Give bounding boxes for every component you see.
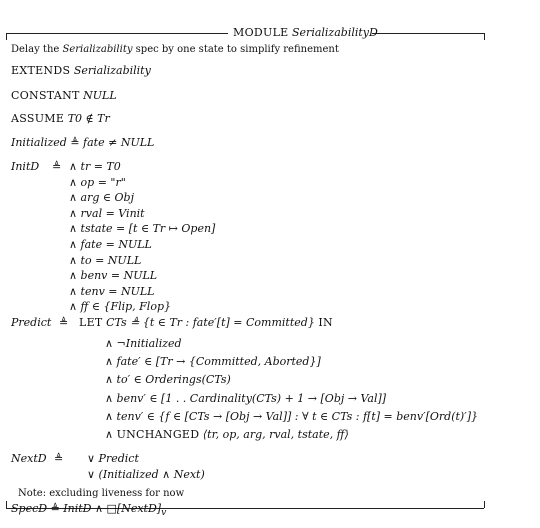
initd-conjunct: ∧ benv = NULL <box>69 269 158 283</box>
description-spec-name: Serializability <box>62 44 133 55</box>
predict-conjunct: ∧ ¬Initialized <box>105 337 182 350</box>
constant-name: NULL <box>83 89 117 102</box>
assume-statement <box>11 112 110 125</box>
frame-tick-bottom-left <box>6 501 7 508</box>
extends-module: Serializability <box>73 64 151 77</box>
initd-conjunct: ∧ rval = Vinit <box>69 206 145 220</box>
frame-tick-top-left <box>6 33 7 40</box>
initd-conjunct: ∧ arg ∈ Obj <box>69 191 135 205</box>
nextd-disjunct: ∨ (Initialized ∧ Next) <box>87 468 205 481</box>
predict-conjunct: ∧ tenv′ ∈ {f ∈ [CTs → [Obj → Val]] : ∀ t ∈ CTs : f[t] = benv′[Ord(t)′]} <box>105 409 479 423</box>
initd-conjunct: ∧ tenv = NULL <box>69 284 155 298</box>
initd-conjunct: ∧ to = NULL <box>69 253 142 267</box>
initd-conjunct: ∧ tr = T0 <box>69 160 121 173</box>
frame-tick-top-right <box>484 33 485 40</box>
let-keyword: LET <box>79 316 103 329</box>
liveness-note: Note: excluding liveness for now <box>18 488 185 499</box>
and-symbol: ∧ <box>105 428 114 441</box>
module-keyword: MODULE <box>233 26 289 39</box>
assume-expr: T0 ∉ Tr <box>67 112 110 125</box>
initialized-name: Initialized <box>11 136 67 149</box>
description-text-end: spec by one state to simplify refinement <box>132 44 339 55</box>
specd-definition <box>11 502 166 518</box>
extends-keyword: EXTENDS <box>11 64 71 77</box>
initd-conjunct: ∧ fate = NULL <box>69 238 152 251</box>
nextd-name: NextD <box>11 452 47 465</box>
predict-unchanged <box>105 428 349 441</box>
in-keyword: IN <box>318 316 333 329</box>
def-symbol: ≜ <box>54 452 64 465</box>
specd-rhs: InitD ∧ □[NextD] <box>63 502 162 515</box>
nextd-disjunct: ∨ Predict <box>87 452 139 465</box>
module-title <box>233 26 378 39</box>
specd-name: SpecD <box>11 502 48 515</box>
constant-statement <box>11 89 117 102</box>
predict-name: Predict <box>11 316 52 329</box>
frame-tick-bottom-right <box>484 501 485 508</box>
let-expr: CTs ≜ {t ∈ Tr : fate′[t] = Committed} <box>106 316 315 329</box>
extends-statement <box>11 64 151 77</box>
module-frame-top-right <box>372 33 484 34</box>
specd-subscript: v <box>161 507 167 519</box>
def-symbol: ≜ <box>59 316 69 329</box>
description-text: Delay the <box>11 44 63 55</box>
unchanged-keyword: UNCHANGED <box>116 428 200 441</box>
def-symbol: ≜ <box>70 136 80 149</box>
initd-name: InitD <box>11 160 40 173</box>
module-name: SerializabilityD <box>292 26 378 39</box>
predict-conjunct: ∧ to′ ∈ Orderings(CTs) <box>105 373 231 387</box>
unchanged-expr: ⟨tr, op, arg, rval, tstate, ff⟩ <box>202 428 349 441</box>
module-frame-top-left <box>6 33 228 34</box>
initialized-definition <box>11 136 154 149</box>
predict-let <box>79 316 333 329</box>
def-symbol: ≜ <box>50 502 60 515</box>
def-symbol: ≜ <box>52 160 62 173</box>
predict-conjunct: ∧ fate′ ∈ [Tr → {Committed, Aborted}] <box>105 355 321 369</box>
initd-conjunct: ∧ tstate = [t ∈ Tr ↦ Open] <box>69 222 216 236</box>
initd-conjunct: ∧ ff ∈ {Flip, Flop} <box>69 300 171 314</box>
predict-conjunct: ∧ benv′ ∈ [1 . . Cardinality(CTs) + 1 → [Obj → Val]] <box>105 391 387 405</box>
initd-conjunct: ∧ op = "r" <box>69 175 126 189</box>
initialized-rhs: fate ≠ NULL <box>83 136 155 149</box>
constant-keyword: CONSTANT <box>11 89 80 102</box>
module-description <box>11 44 339 55</box>
assume-keyword: ASSUME <box>11 112 65 125</box>
